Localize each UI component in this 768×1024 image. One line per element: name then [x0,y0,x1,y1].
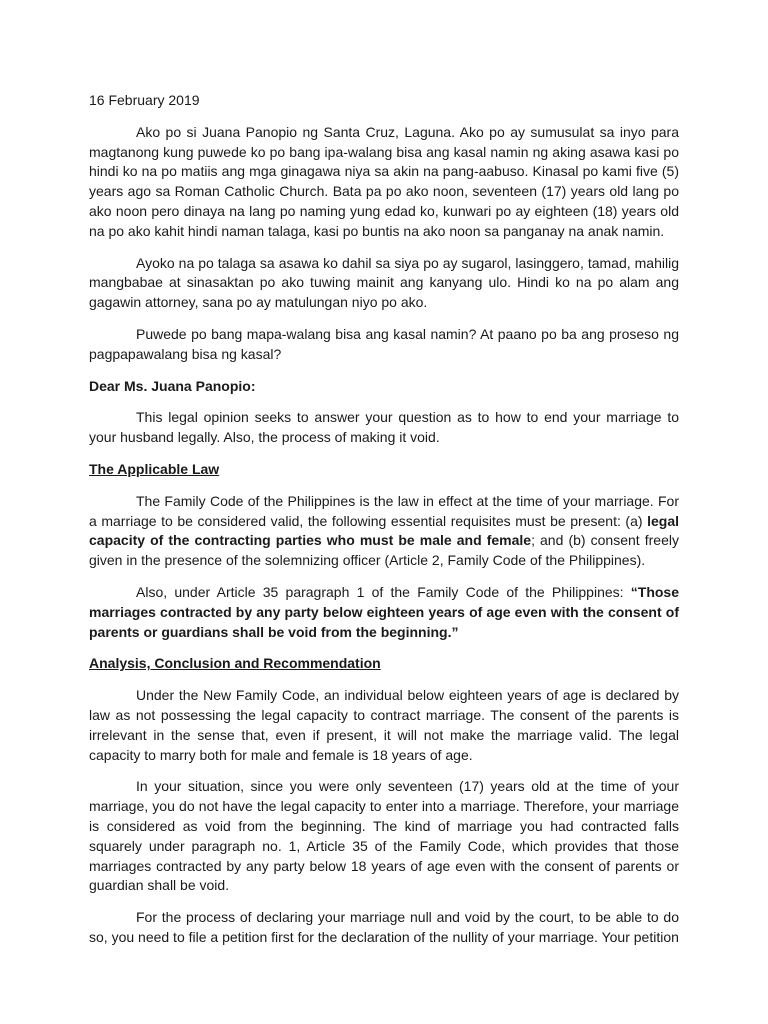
section-heading-applicable-law: The Applicable Law [89,460,220,477]
analysis-paragraph-1: Under the New Family Code, an individual below eighteen years of age is declared by law as not possessing the legal capacity to contract marriage. The consent of the parents is irrelevant in the sense that, even if present, it will not make the marriage valid. The legal capacity to marry both for male and female is 18 years of age. [89,687,679,763]
law-paragraph-1-text-c: ; and (b) consent freely given in the presence of the solemnizing officer (Article 2, Family Code of the Philippines). [89,532,679,569]
law-paragraph-1-bold: legal capacity of the contracting parties who must be male and female [89,512,679,549]
section-heading-analysis: Analysis, Conclusion and Recommendation [89,655,381,672]
analysis-paragraph-3: For the process of declaring your marriage null and void by the court, to be able to do so, you need to file a petition first for the declaration of the nullity of your marriage. Your petition [89,909,679,945]
intro-paragraph: This legal opinion seeks to answer your question as to how to end your marriage to your husband legally. Also, the process of making it void. [89,409,679,446]
law-paragraph-1-text-a: The Family Code of the Philippines is the law in effect at the time of your marriage. For a marriage to be considered valid, the following essential requisites must be present: (a) [89,492,679,529]
letter-paragraph-2: Ayoko na po talaga sa asawa ko dahil sa siya po ay sugarol, lasinggero, tamad, mahilig mangbabae at sinasaktan po ako tuwing mainit ang kanyang ulo. Hindi ko na po alam ang gagawin attorney, sana po ay matulungan niyo po ako. [89,254,679,311]
letter-paragraph-3: Puwede po bang mapa-walang bisa ang kasal namin? At paano po ba ang proseso ng pagpapawalang bisa ng kasal? [89,325,679,362]
law-paragraph-2-text-a: Also, under Article 35 paragraph 1 of the Family Code of the Philippines: [136,583,631,600]
law-paragraph-2 [89,583,679,642]
letter-date: 16 February 2019 [89,92,200,108]
law-paragraph-1 [89,492,679,571]
letter-paragraph-1: Ako po si Juana Panopio ng Santa Cruz, Laguna. Ako po ay sumusulat sa inyo para magtanong kung puwede ko po bang ipa-walang bisa ang kasal namin ng aking asawa kasi po hindi ko na po matiis ang mga ginagawa niya sa akin na pang-aabuso. Kinasal po kami five (5) years ago sa Roman Catholic Church. Bata pa po ako noon, seventeen (17) years old lang po ako noon pero dinaya na lang po naming yung edad ko, kunwari po ay eighteen (18) years old na po ako kahit hindi naman talaga, kasi po buntis na ako noon sa panganay na anak namin. [89,123,679,239]
law-paragraph-2-quote: “Those marriages contracted by any party below eighteen years of age even with the consent of parents or guardians shall be void from the beginning.” [89,583,679,640]
salutation: Dear Ms. Juana Panopio: [89,377,256,394]
analysis-paragraph-2: In your situation, since you were only seventeen (17) years old at the time of your marriage, you do not have the legal capacity to enter into a marriage. Therefore, your marriage is considered as void from the beginning. The kind of marriage you had contracted falls squarely under paragraph no. 1, Article 35 of the Family Code, which provides that those marriages contracted by any party below 18 years of age even with the consent of parents or guardian shall be void. [89,778,679,894]
